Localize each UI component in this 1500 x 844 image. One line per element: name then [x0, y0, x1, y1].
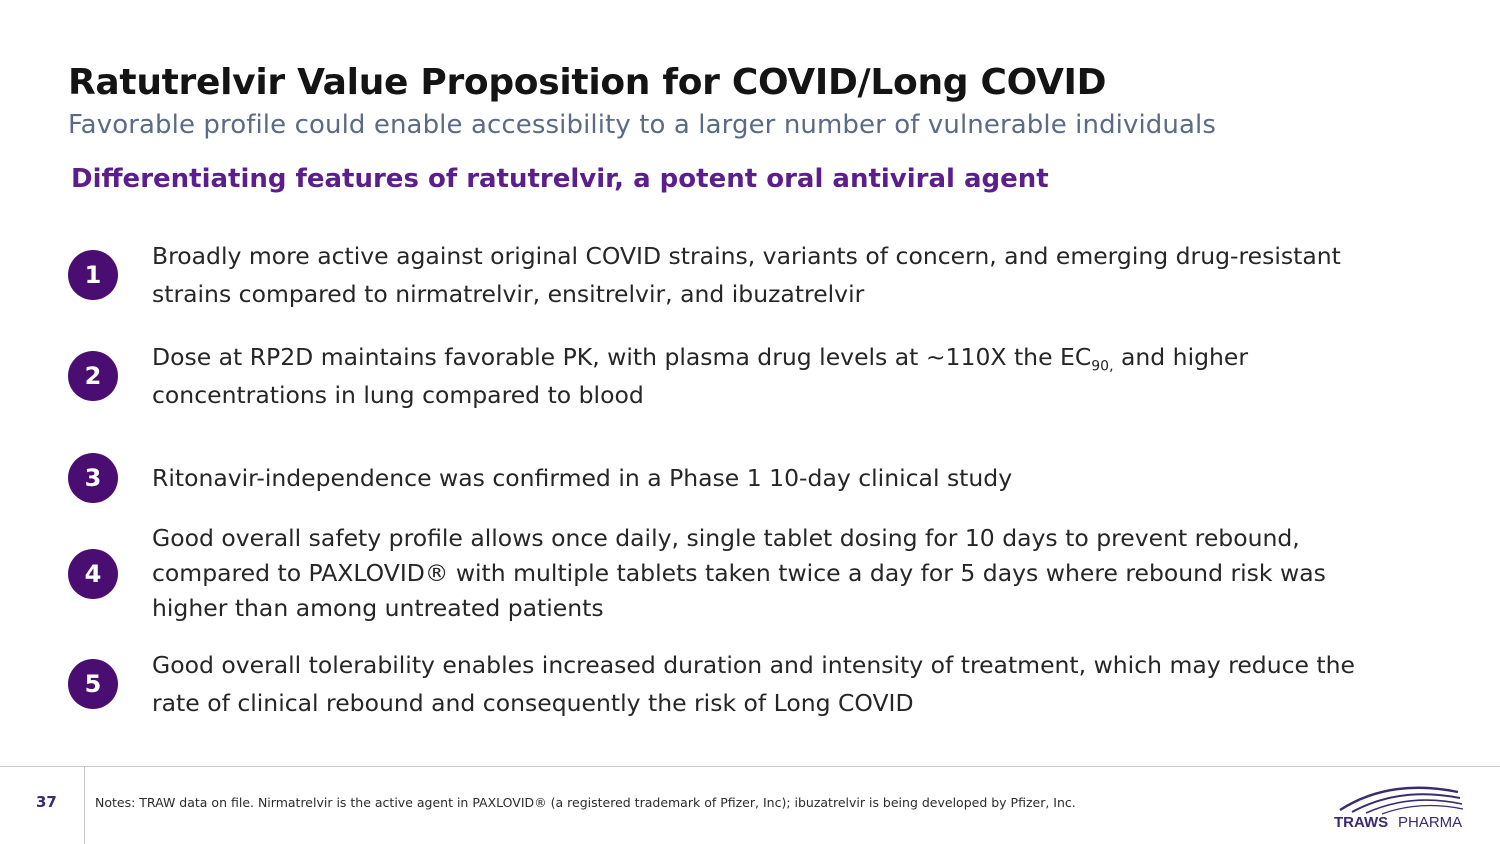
logo-swoosh	[1382, 805, 1463, 814]
number-badge: 4	[68, 549, 118, 599]
feature-text-part: Dose at RP2D maintains favorable PK, with plasma drug levels at ~110X the EC	[152, 343, 1092, 371]
slide-title: Ratutrelvir Value Proposition for COVID/Long COVID	[68, 62, 1107, 103]
number-badge: 1	[68, 250, 118, 300]
logo-swoosh	[1340, 788, 1458, 810]
feature-item-2	[68, 338, 1388, 414]
number-badge: 2	[68, 351, 118, 401]
feature-text: Ritonavir-independence was confirmed in a Phase 1 10-day clinical study	[152, 464, 1013, 492]
feature-item-3	[68, 453, 1388, 503]
logo-text-light: PHARMA	[1398, 814, 1463, 831]
feature-text: Broadly more active against original COVID strains, variants of concern, and emerging drug-resistant strains compared to nirmatrelvir, ensitrelvir, and ibuzatrelvir	[152, 242, 1341, 308]
section-heading: Differentiating features of ratutrelvir, a potent oral antiviral agent	[71, 164, 1049, 194]
number-badge: 5	[68, 659, 118, 709]
feature-text-part: and higher concentrations in lung compared to blood	[152, 343, 1249, 409]
feature-item-1	[68, 237, 1388, 313]
number-badge: 3	[68, 453, 118, 503]
feature-text: Good overall safety profile allows once daily, single tablet dosing for 10 days to prevent rebound, compared to PAXLOVID® with multiple tablets taken twice a day for 5 days where rebound risk was higher than among untreated patients	[152, 524, 1326, 622]
feature-text: Good overall tolerability enables increased duration and intensity of treatment, which may reduce the rate of clinical rebound and consequently the risk of Long COVID	[152, 651, 1355, 717]
slide-subtitle: Favorable profile could enable accessibility to a larger number of vulnerable individuals	[68, 110, 1216, 140]
traws-pharma-logo	[1330, 776, 1470, 832]
footer-rule	[0, 766, 1500, 767]
feature-text	[152, 338, 1388, 414]
feature-item-4	[68, 521, 1388, 626]
ec90-subscript: 90,	[1091, 358, 1114, 375]
page-number: 37	[36, 793, 57, 811]
footer-divider	[84, 766, 85, 844]
footer-notes: Notes: TRAW data on file. Nirmatrelvir is the active agent in PAXLOVID® (a registered trademark of Pfizer, Inc); ibuzatrelvir is being developed by Pfizer, Inc.	[95, 795, 1076, 810]
feature-item-5	[68, 646, 1388, 722]
logo-text-bold: TRAWS	[1334, 814, 1389, 831]
